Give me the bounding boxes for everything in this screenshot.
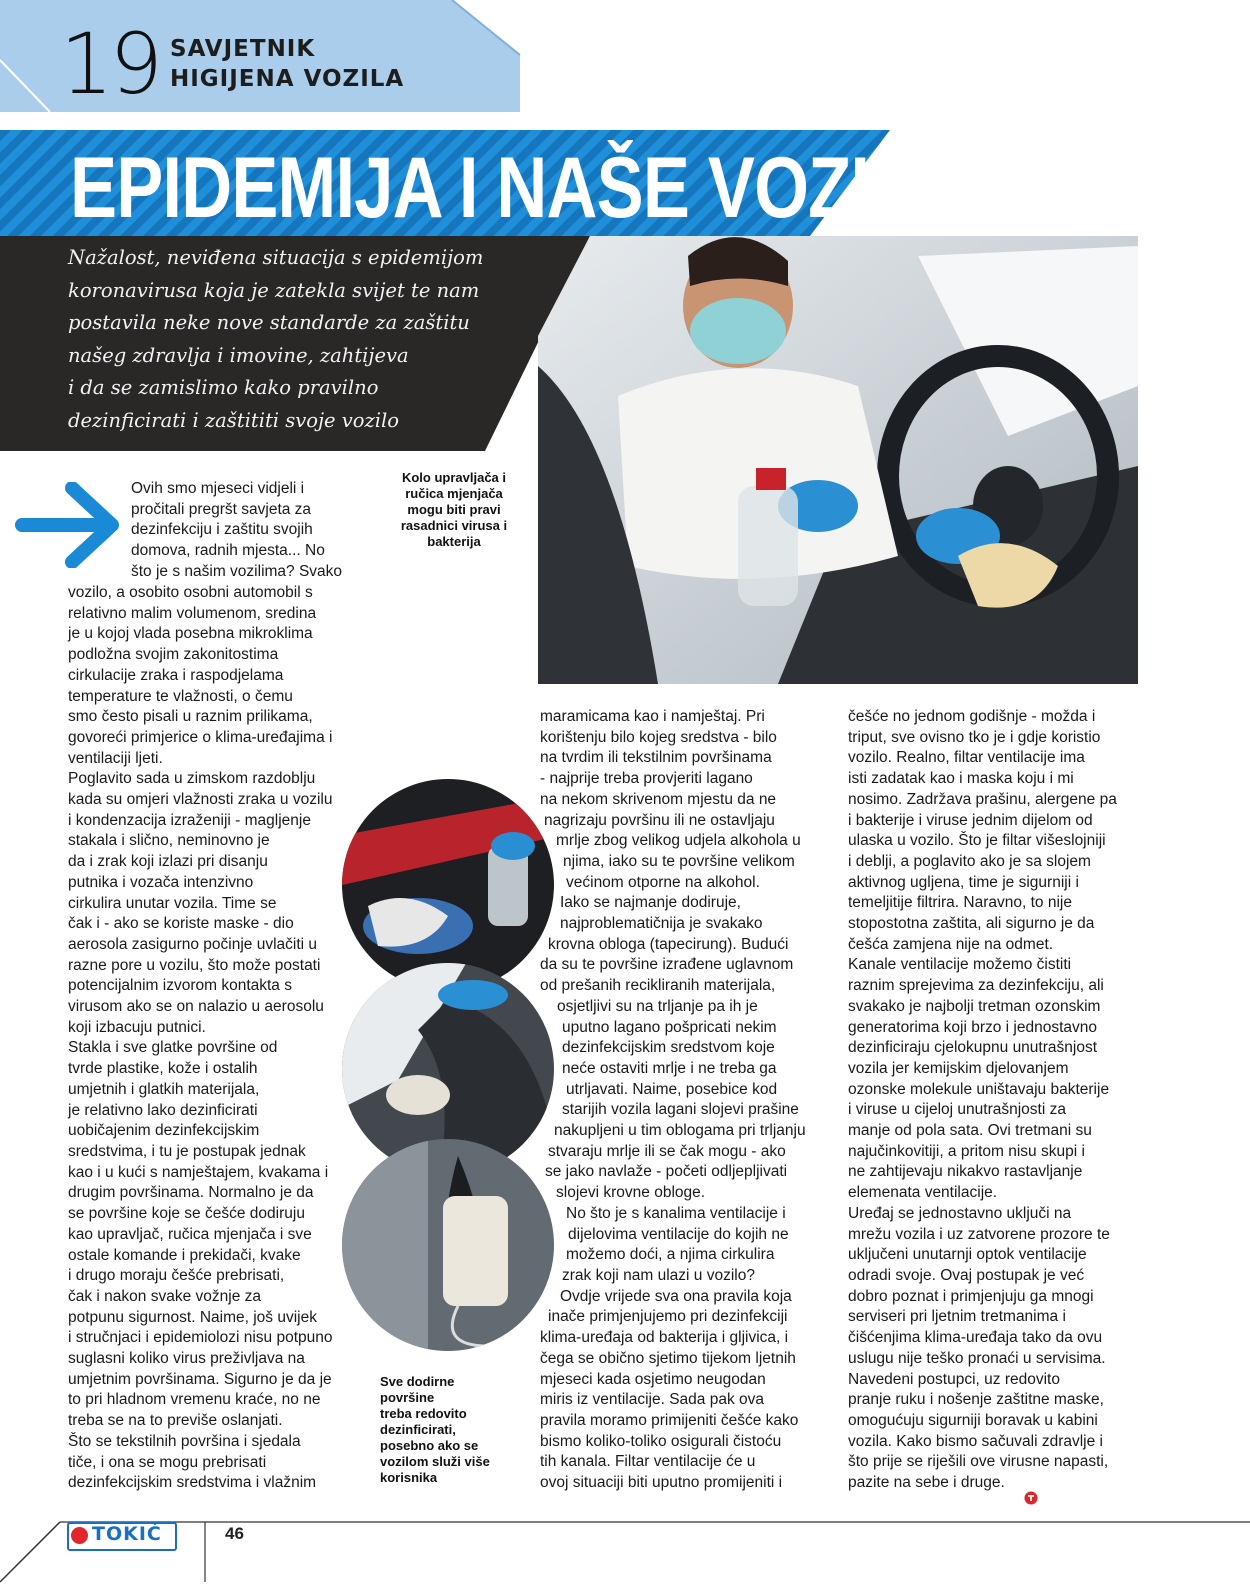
- text-line: cirkulacije zraka i raspodjelama: [68, 666, 284, 684]
- text-line: uputno lagano pošpricati nekim: [562, 1018, 777, 1036]
- text-line: neće ostaviti mrlje i ne treba ga: [562, 1059, 777, 1077]
- text-line: Kanale ventilacije možemo čistiti: [848, 956, 1072, 974]
- column-1-intro: [131, 479, 342, 583]
- text-line: miris iz ventilacije. Sada pak ova: [540, 1391, 764, 1409]
- arrow-right-icon: [14, 482, 124, 568]
- text-line: temeljitije filtrira. Naravno, to nije: [848, 894, 1072, 912]
- text-line: bismo koliko-toliko osigurali čistoću: [540, 1432, 782, 1450]
- text-line: slojevi krovne obloge.: [556, 1184, 706, 1202]
- text-line: kao upravljač, ručica mjenjača i sve: [68, 1225, 312, 1243]
- text-line: tiče, i ona se mogu prebrisati: [68, 1453, 267, 1471]
- text-line: dezinficiraju cjelokupnu unutrašnjost: [848, 1039, 1098, 1057]
- text-line: potencijalnim izvorom kontakta s: [68, 977, 292, 995]
- text-line: putnika i vozača intenzivno: [68, 873, 254, 891]
- text-line: aerosola zasigurno počinje uvlačiti u: [68, 935, 318, 953]
- text-line: relativno malim volumenom, sredina: [68, 604, 317, 622]
- text-line: suglasni koliko virus preživljava na: [68, 1350, 305, 1368]
- lead-line: Nažalost, neviđena situacija s epidemijom: [68, 246, 484, 269]
- text-line: tvrde plastike, kože i ostalih: [68, 1060, 258, 1078]
- text-line: većinom otporne na alkohol.: [566, 873, 760, 891]
- text-line: na tvrdim ili tekstilnim površinama: [540, 749, 772, 767]
- text-line: drugim površinama. Normalno je da: [68, 1184, 314, 1202]
- text-line: dezinfekcijskim sredstvom koje: [562, 1039, 775, 1057]
- text-line: mrlje zbog velikog udjela alkohola u: [556, 832, 801, 850]
- text-line: Ovih smo mjeseci vidjeli i: [131, 480, 305, 497]
- text-line: aktivnog ugljena, time je sigurniji i: [848, 873, 1079, 891]
- page-number: 46: [225, 1524, 244, 1543]
- text-line: elemenata ventilacije.: [848, 1184, 998, 1202]
- text-line: je relativno lako dezinficirati: [68, 1101, 258, 1119]
- article-title: EPIDEMIJA I NAŠE VOZILO: [70, 140, 966, 236]
- text-line: osjetljivi su na trljanje pa ih je: [557, 997, 758, 1015]
- text-line: kao i u kući s namještajem, kvakama i: [68, 1163, 329, 1181]
- logo-circle-icon: [71, 1527, 88, 1544]
- text-line: i deblji, a poglavito ako je sa slojem: [848, 852, 1091, 870]
- text-line: dezinfekcijskim sredstvima i vlažnim: [68, 1474, 317, 1492]
- text-line: nosimo. Zadržava prašinu, alergene pa: [848, 790, 1117, 808]
- end-mark-icon: [1024, 1491, 1038, 1505]
- text-line: uobičajenim dezinfekcijskim: [68, 1122, 260, 1140]
- text-line: generatorima koji brzo i jednostavno: [848, 1018, 1097, 1036]
- lead-line: i da se zamislimo kako pravilno: [68, 376, 379, 399]
- text-line: stakala i slično, neminovno je: [68, 832, 270, 850]
- text-line: Uređaj se jednostavno uključi na: [848, 1204, 1072, 1222]
- text-line: češće no jednom godišnje - možda i: [848, 708, 1096, 725]
- text-line: omogućuju sigurniji boravak u kabini: [848, 1411, 1098, 1429]
- text-line: ozonske molekule uništavaju bakterije: [848, 1080, 1110, 1098]
- lead-line: našeg zdravlja i imovine, zahtijeva: [68, 343, 409, 367]
- text-line: dijelovima ventilacije do kojih ne: [568, 1225, 789, 1243]
- text-line: vozila. Kako bismo sačuvali zdravlje i: [848, 1432, 1103, 1450]
- text-line: Ovdje vrijede sva ona pravila koja: [560, 1287, 792, 1305]
- text-line: nagrizaju površinu ili ne ostavljaju: [544, 811, 775, 829]
- caption-line: dezinficirati,: [380, 1422, 456, 1437]
- text-line: da i zrak koji izlazi pri disanju: [68, 853, 268, 871]
- text-line: i kondenzacija izraženiji - magljenje: [68, 811, 311, 829]
- text-line: zrak koji nam ulazi u vozilo?: [562, 1266, 755, 1284]
- section-title-line1: SAVJETNIK: [170, 36, 316, 62]
- text-line: raznim sprejevima za dezinfekciju, ali: [848, 977, 1104, 995]
- text-line: No što je s kanalima ventilacije i: [566, 1204, 786, 1222]
- text-line: cirkulira unutar vozila. Time se: [68, 894, 277, 912]
- text-line: umjetnim površinama. Sigurno je da je: [68, 1370, 332, 1388]
- text-line: pravila moramo primijeniti češće kako: [540, 1411, 799, 1429]
- text-line: Stakla i sve glatke površine od: [68, 1039, 278, 1057]
- caption-steering-wheel: [382, 470, 526, 550]
- text-line: češća zamjena nije na odmet.: [848, 935, 1054, 953]
- caption-line: treba redovito: [380, 1406, 467, 1421]
- footer-rule: [0, 1510, 1250, 1590]
- text-line: tih kanala. Filtar ventilacije će u: [540, 1453, 756, 1471]
- text-line: koji izbacuju putnici.: [68, 1018, 206, 1036]
- text-line: manje od pola sata. Ovi tretmani su: [848, 1122, 1092, 1140]
- text-line: govoreći primjerice o klima-uređajima i: [68, 728, 333, 746]
- text-line: potpunu sigurnost. Naime, još uvijek: [68, 1308, 317, 1326]
- text-line: utrljavati. Naime, posebice kod: [566, 1080, 778, 1098]
- text-line: stopostotna zaštita, ali sigurno je da: [848, 915, 1095, 933]
- text-line: Navedeni postupci, uz redovito: [848, 1370, 1060, 1388]
- text-line: pazite na sebe i druge.: [848, 1474, 1005, 1492]
- caption-line: Kolo upravljača i: [401, 470, 507, 485]
- caption-line: Sve dodirne: [380, 1374, 455, 1389]
- text-line: podložna svojim zakonitostima: [68, 646, 279, 664]
- text-line: da su te površine izrađene uglavnom: [540, 956, 794, 974]
- text-line: čišćenjima klima-uređaja tako da ovu: [848, 1329, 1103, 1347]
- text-line: i drugo moraju češće prebrisati,: [68, 1267, 285, 1285]
- text-line: smo često pisali u raznim prilikama,: [68, 708, 313, 726]
- text-line: korištenju bilo kojeg sredstva - bilo: [540, 728, 777, 746]
- text-line: to pri hladnom vremenu kraće, no ne: [68, 1391, 321, 1409]
- text-line: maramicama kao i namještaj. Pri: [540, 708, 765, 725]
- text-line: možemo doći, a njima cirkulira: [566, 1246, 775, 1264]
- text-line: klima-uređaja od bakterija i gljivica, i: [540, 1329, 789, 1347]
- text-line: virusom ako se on nalazio u aerosolu: [68, 998, 324, 1016]
- text-line: sredstvima, i tu je postupak jednak: [68, 1142, 306, 1160]
- caption-line: ručica mjenjača: [405, 486, 503, 501]
- text-line: ovoj situaciji biti uputno promijeniti i: [540, 1474, 783, 1492]
- text-line: Poglavito sada u zimskom razdoblju: [68, 770, 316, 788]
- column-2: [0, 707, 806, 1494]
- text-line: umjetnih i glatkih materijala,: [68, 1080, 260, 1098]
- text-line: najproblematičnija je svakako: [560, 915, 763, 933]
- text-line: najučinkovitiji, a pritom nisu skupi i: [848, 1142, 1085, 1160]
- text-line: od prešanih recikliranih materijala,: [540, 977, 776, 995]
- column-3: [848, 707, 1117, 1494]
- text-line: vozila jer kemijskim djelovanjem: [848, 1059, 1069, 1077]
- lead-line: koronavirusa koja je zatekla svijet te nam: [68, 278, 480, 302]
- text-line: što je s našim vozilima? Svako: [131, 562, 343, 580]
- text-line: isti zadatak kao i maska koju i mi: [848, 770, 1074, 788]
- caption-line: bakterija: [427, 534, 481, 549]
- text-line: mrežu vozila i uz zatvorene prozore te: [848, 1225, 1110, 1243]
- text-line: čega se obično sjetimo tijekom ljetnih: [540, 1349, 796, 1367]
- caption-line: površine: [380, 1390, 435, 1405]
- text-line: uslugu nije teško pronaći u servisima.: [848, 1349, 1106, 1367]
- text-line: temperature te vlažnosti, o čemu: [68, 687, 293, 705]
- lead-line: dezinficirati i zaštititi svoje vozilo: [68, 408, 400, 432]
- caption-line: posebno ako se: [380, 1438, 479, 1453]
- section-title-line2: HIGIJENA VOZILA: [170, 66, 405, 92]
- text-line: odradi svoje. Ovaj postupak je već: [848, 1266, 1085, 1284]
- caption-line: korisnika: [380, 1470, 438, 1485]
- text-line: se površine koje se češće dodiruju: [68, 1205, 305, 1223]
- main-photo: [538, 236, 1138, 684]
- text-line: svakako je najbolji tretman ozonskim: [848, 997, 1101, 1015]
- text-line: što prije se riješili ove virusne napasti,: [848, 1453, 1109, 1471]
- text-line: dezinfekciju i zaštitu svojih: [131, 521, 313, 539]
- text-line: inače primjenjujemo pri dezinfekciji: [548, 1308, 788, 1326]
- caption-line: vozilom služi više: [380, 1454, 490, 1469]
- text-line: krovna obloga (tapecirung). Budući: [548, 935, 789, 953]
- text-line: mjeseci kada osjetimo neugodan: [540, 1370, 766, 1388]
- text-line: je u kojoj vlada posebna mikroklima: [68, 625, 313, 643]
- caption-line: rasadnici virusa i: [400, 518, 508, 533]
- text-line: ventilaciji ljeti.: [68, 749, 163, 767]
- text-line: čak i nakon svake vožnje za: [68, 1287, 261, 1305]
- text-line: triput, sve ovisno tko je i gdje koristio: [848, 728, 1101, 746]
- text-line: pročitali pregršt savjeta za: [131, 500, 312, 518]
- text-line: čak i - ako se koriste maske - dio: [68, 915, 294, 933]
- text-line: pranje ruku i nošenje zaštitne maske,: [848, 1391, 1104, 1409]
- text-line: Što se tekstilnih površina i sjedala: [68, 1432, 301, 1450]
- section-number: 19: [60, 15, 159, 113]
- text-line: vozilo. Realno, filtar ventilacije ima: [848, 749, 1085, 767]
- text-line: stvaraju mrlje ili se čak mogu - ako: [548, 1142, 786, 1160]
- lead-paragraph: [68, 242, 538, 437]
- text-line: njima, iako su te površine velikom: [563, 852, 795, 870]
- lead-line: postavila neke nove standarde za zaštitu: [68, 311, 470, 334]
- text-line: kada su omjeri vlažnosti zraka u vozilu: [68, 791, 333, 809]
- text-line: Iako se najmanje dodiruje,: [560, 894, 741, 912]
- text-line: razne pore u vozilu, što može postati: [68, 956, 321, 974]
- text-line: na nekom skrivenom mjestu da ne: [540, 790, 777, 808]
- text-line: nakupljeni u tim oblogama pri trljanju: [554, 1122, 806, 1140]
- text-line: ostale komande i prekidači, kvake: [68, 1246, 301, 1264]
- text-line: treba se na to previše oslanjati.: [68, 1412, 283, 1430]
- text-line: i viruse u cijeloj unutrašnjosti za: [848, 1101, 1066, 1119]
- text-line: - najprije treba provjeriti lagano: [540, 770, 753, 788]
- text-line: ulaska u vozilo. Što je filtar višeslojniji: [848, 832, 1106, 850]
- logo-text: TOKIĆ: [92, 1523, 162, 1545]
- caption-line: mogu biti pravi: [407, 502, 501, 517]
- text-line: dobro poznat i primjenjuju ga mnogi: [848, 1287, 1094, 1305]
- text-line: se jako navlaže - početi odljepljivati: [545, 1163, 788, 1181]
- text-line: i bakterije i viruse jednim dijelom od: [848, 811, 1093, 829]
- text-line: ne zahtijevaju nikakvo rastavljanje: [848, 1163, 1083, 1181]
- text-line: uključeni unutarnji optok ventilacije: [848, 1246, 1087, 1264]
- text-line: i stručnjaci i epidemiolozi nisu potpuno: [68, 1329, 333, 1347]
- text-line: vozilo, a osobito osobni automobil s: [68, 584, 313, 601]
- text-line: serviseri pri ljetnim tretmanima i: [848, 1308, 1066, 1326]
- text-line: starijih vozila lagani slojevi prašine: [562, 1101, 799, 1119]
- text-line: domova, radnih mjesta... No: [131, 542, 325, 560]
